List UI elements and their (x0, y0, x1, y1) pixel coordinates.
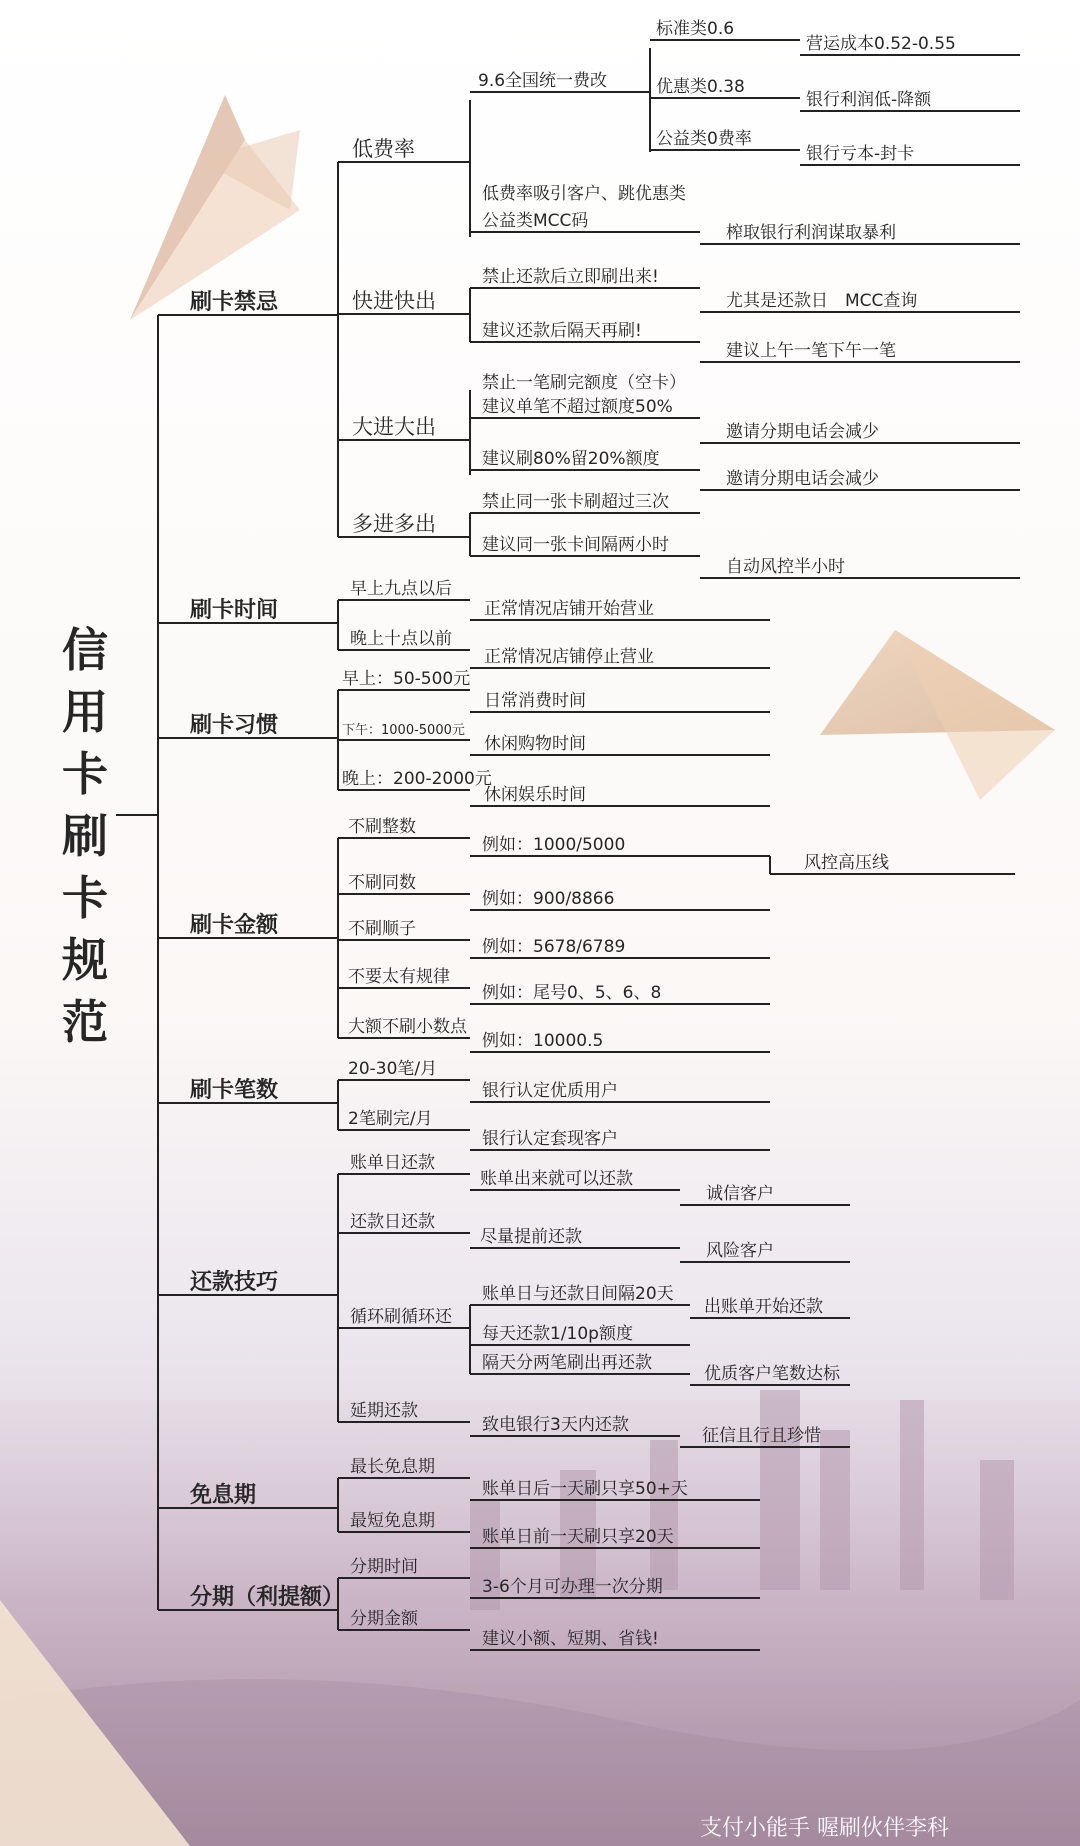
big-item-2: 建议刷80%留20%额度 (482, 449, 660, 469)
multi-item-1: 建议同一张卡间隔两小时 (482, 535, 669, 555)
category-3: 刷卡金额 (190, 913, 279, 938)
cat5-group-2: 循环刷循环还 (350, 1307, 452, 1327)
cat3-item-3: 例如：尾号0、5、6、8 (482, 983, 662, 1003)
fee-result-1: 银行利润低-降额 (806, 90, 932, 110)
category-5: 还款技巧 (190, 1270, 279, 1295)
cat3-item-1: 例如：900/8866 (482, 889, 615, 909)
cat3-group-3: 不要太有规律 (348, 967, 450, 987)
fast-result-1: 建议上午一笔下午一笔 (726, 341, 896, 361)
cat4-item-1: 银行认定套现客户 (482, 1129, 618, 1149)
multi-result-1: 自动风控半小时 (726, 557, 845, 577)
cycle-item-1: 每天还款1/10p额度 (482, 1324, 633, 1344)
cat3-item-4: 例如：10000.5 (482, 1031, 604, 1051)
cat2-group-1: 下午：1000-5000元 (342, 723, 465, 738)
cat4-group-1: 2笔刷完/月 (348, 1109, 433, 1129)
cat7-item-1: 建议小额、短期、省钱! (482, 1629, 659, 1649)
cat3-item-2: 例如：5678/6789 (482, 937, 626, 957)
big-item-0: 禁止一笔刷完额度（空卡） (482, 373, 686, 393)
category-6: 免息期 (190, 1483, 257, 1508)
multi-item-0: 禁止同一张卡刷超过三次 (482, 492, 669, 512)
title-char: 范 (62, 995, 108, 1049)
cat7-group-0: 分期时间 (350, 1557, 418, 1577)
cat5-item-0: 账单出来就可以还款 (480, 1169, 633, 1189)
fast-item-1: 建议还款后隔天再刷! (482, 321, 642, 341)
cycle-result-0: 出账单开始还款 (704, 1297, 823, 1317)
title-char: 刷 (62, 809, 108, 863)
fast-result-0: 尤其是还款日 MCC查询 (726, 291, 918, 311)
watermark-text: 支付小能手 喔刷伙伴李科 (700, 1816, 949, 1841)
cat3-group-1: 不刷同数 (348, 873, 416, 893)
cat5-result-3: 征信且行且珍惜 (702, 1426, 821, 1446)
cat5-result-0: 诚信客户 (706, 1184, 774, 1204)
category-7: 分期（利提额） (190, 1585, 345, 1610)
category-0: 刷卡禁忌 (190, 290, 279, 315)
cat6-item-0: 账单日后一天刷只享50+天 (482, 1479, 688, 1499)
cat2-item-1: 休闲购物时间 (484, 734, 586, 754)
cat4-group-0: 20-30笔/月 (348, 1059, 438, 1079)
cat0-group-3: 多进多出 (352, 512, 436, 536)
cat3-group-0: 不刷整数 (348, 817, 416, 837)
cat2-item-0: 日常消费时间 (484, 691, 586, 711)
category-2: 刷卡习惯 (190, 713, 279, 738)
cycle-result-2: 优质客户笔数达标 (704, 1364, 840, 1384)
mcc-result: 榨取银行利润谋取暴利 (726, 223, 896, 243)
cat0-group-2: 大进大出 (352, 415, 436, 439)
fee-result-0: 营运成本0.52-0.55 (806, 34, 956, 54)
cat1-item-0: 正常情况店铺开始营业 (484, 599, 654, 619)
cat5-item-1: 尽量提前还款 (480, 1227, 582, 1247)
cat1-item-1: 正常情况店铺停止营业 (484, 647, 654, 667)
mcc-item: 公益类MCC码 (482, 211, 589, 231)
cat5-item-3: 致电银行3天内还款 (482, 1415, 629, 1435)
cat5-group-1: 还款日还款 (350, 1212, 435, 1232)
cat3-item-0: 例如：1000/5000 (482, 835, 626, 855)
cat2-group-2: 晚上：200-2000元 (342, 769, 492, 789)
category-1: 刷卡时间 (190, 598, 279, 623)
fee-class-1: 优惠类0.38 (656, 77, 745, 97)
cat5-result-1: 风险客户 (706, 1241, 774, 1261)
big-result-1: 邀请分期电话会减少 (726, 422, 879, 442)
cat5-group-3: 延期还款 (350, 1401, 418, 1421)
cycle-item-0: 账单日与还款日间隔20天 (482, 1284, 674, 1304)
fee-result-2: 银行亏本-封卡 (806, 144, 915, 164)
fee-reform-item: 9.6全国统一费改 (478, 71, 608, 91)
title-char: 规 (62, 933, 108, 987)
cycle-item-2: 隔天分两笔刷出再还款 (482, 1353, 652, 1373)
cat0-group-0: 低费率 (352, 137, 415, 161)
fast-item-0: 禁止还款后立即刷出来! (482, 267, 659, 287)
cat5-group-0: 账单日还款 (350, 1153, 435, 1173)
cat2-item-2: 休闲娱乐时间 (484, 785, 586, 805)
big-item-1: 建议单笔不超过额度50% (482, 397, 673, 417)
cat3-shared-result: 风控高压线 (804, 853, 889, 873)
fee-class-0: 标准类0.6 (656, 19, 735, 39)
title-char: 卡 (62, 747, 108, 801)
cat3-group-2: 不刷顺子 (348, 919, 416, 939)
cat7-item-0: 3-6个月可办理一次分期 (482, 1577, 663, 1597)
fee-class-2: 公益类0费率 (656, 129, 752, 149)
node-labels (62, 19, 956, 1649)
cat2-group-0: 早上：50-500元 (342, 669, 471, 689)
title-char: 卡 (62, 871, 108, 925)
low-fee-attract-item: 低费率吸引客户、跳优惠类 (482, 184, 686, 204)
cat1-group-1: 晚上十点以前 (350, 629, 452, 649)
cat6-group-1: 最短免息期 (350, 1511, 435, 1531)
title-char: 信 (62, 623, 108, 677)
cat3-group-4: 大额不刷小数点 (348, 1017, 467, 1037)
watermark (700, 1816, 949, 1841)
cat6-item-1: 账单日前一天刷只享20天 (482, 1527, 674, 1547)
category-4: 刷卡笔数 (190, 1078, 279, 1103)
cat4-item-0: 银行认定优质用户 (482, 1081, 618, 1101)
cat7-group-1: 分期金额 (350, 1609, 418, 1629)
title-char: 用 (62, 685, 108, 739)
big-result-2: 邀请分期电话会减少 (726, 469, 879, 489)
cat6-group-0: 最长免息期 (350, 1457, 435, 1477)
cat1-group-0: 早上九点以后 (350, 579, 452, 599)
cat0-group-1: 快进快出 (352, 289, 436, 313)
